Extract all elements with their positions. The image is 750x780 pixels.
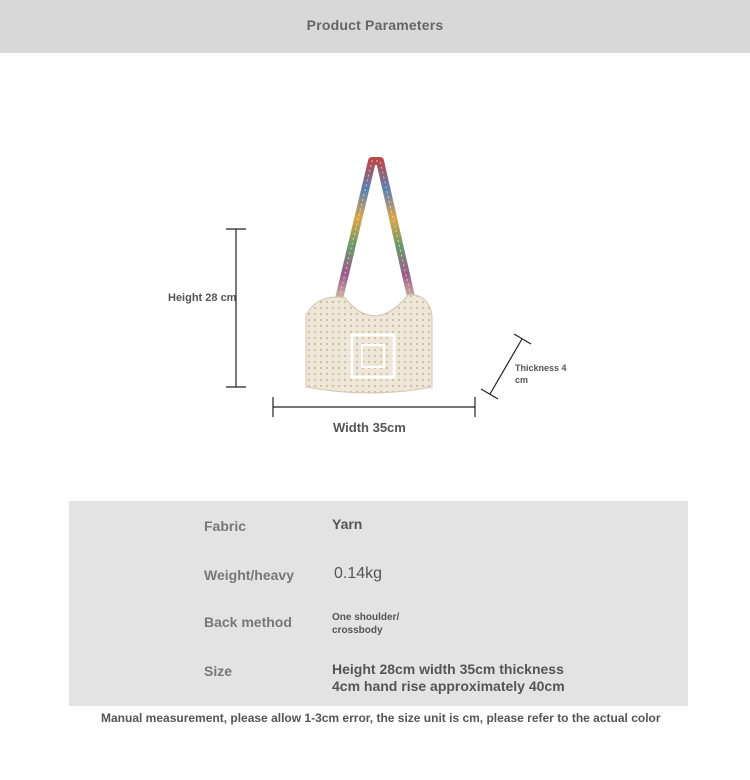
width-label: Width 35cm [333, 420, 406, 435]
spec-value-back-method: One shoulder/ crossbody [332, 612, 400, 636]
page-header [0, 0, 750, 53]
measurement-note: Manual measurement, please allow 1-3cm error, the size unit is cm, please refer to the actual color [101, 711, 661, 725]
product-dimension-figure [0, 53, 750, 493]
spec-label-fabric: Fabric [204, 518, 247, 534]
spec-value-fabric: Yarn [332, 516, 363, 532]
spec-table [69, 501, 688, 706]
spec-label-weight: Weight/heavy [204, 567, 294, 583]
page-title: Product Parameters [306, 17, 444, 33]
spec-label-back-method: Back method [204, 614, 292, 630]
height-label: Height 28 cm [168, 292, 237, 304]
thickness-label: Thickness 4 cm [515, 363, 567, 385]
spec-value-weight: 0.14kg [334, 565, 383, 582]
spec-value-size: Height 28cm width 35cm thickness 4cm hand rise approximately 40cm [332, 661, 565, 694]
spec-label-size: Size [204, 663, 233, 679]
